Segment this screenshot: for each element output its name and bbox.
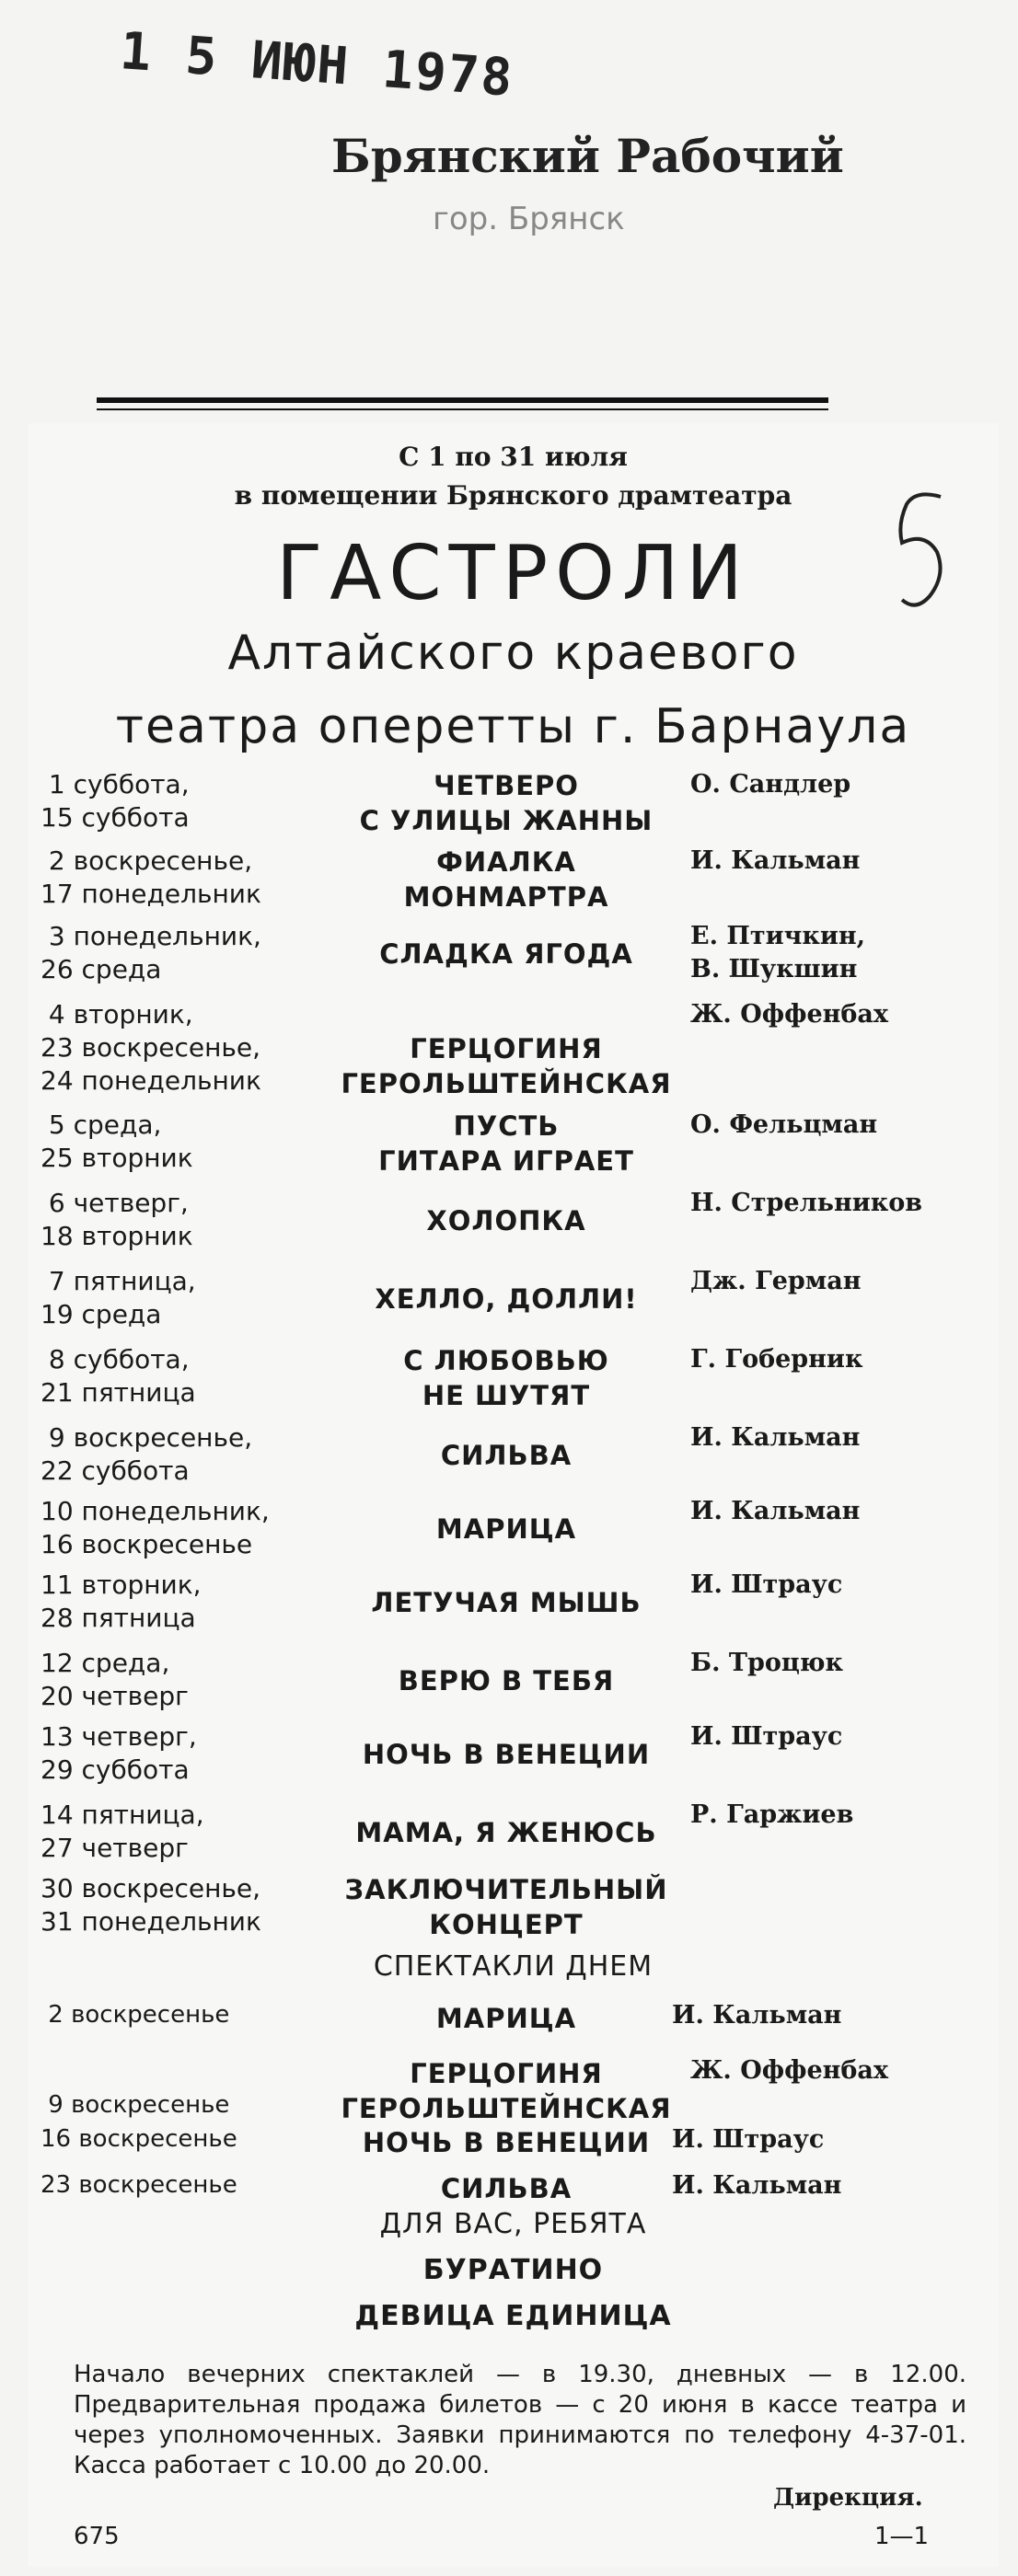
headline-subtitle-1: Алтайского краевого	[227, 626, 799, 681]
schedule-row	[28, 1343, 999, 1417]
schedule-row	[28, 1569, 999, 1642]
composer-name: Е. Птичкин, В. Шукшин	[690, 922, 866, 983]
schedule-row	[28, 1720, 999, 1794]
city-stamp: гор. Брянск	[433, 201, 625, 237]
top-rule	[97, 397, 828, 403]
matinee-composer: Ж. Оффенбах	[690, 2056, 888, 2085]
matinee-heading: СПЕКТАКЛИ ДНЕМ	[373, 1950, 654, 1983]
matinee-title: ГЕРЦОГИНЯ ГЕРОЛЬШТЕЙНСКАЯ	[341, 2058, 672, 2124]
tour-dates: С 1 по 31 июля	[399, 442, 628, 472]
kids-show-2: ДЕВИЦА ЕДИНИЦА	[354, 2300, 672, 2332]
matinee-title: МАРИЦА	[435, 2003, 577, 2034]
schedule-days: 12 среда, 20 четверг	[40, 1648, 189, 1711]
footer-notice: Начало вечерних спектаклей — в 19.30, дневных — в 12.00. Предварительная продажа билетов — с 20 июня в кассе театра и через уполномоченных. Заявки принимаются по телефону 4-37-01. Касса работает с 10.00 до 20.00.	[74, 2361, 966, 2479]
show-title: ЛЕТУЧАЯ МЫШЬ	[371, 1587, 642, 1618]
handwritten-mark	[874, 488, 957, 626]
schedule-days: 3 понедельник, 26 среда	[40, 921, 261, 984]
composer-name: И. Кальман	[690, 1497, 861, 1525]
show-title: МАМА, Я ЖЕНЮСЬ	[355, 1817, 657, 1848]
matinee-composer: И. Кальман	[672, 2001, 842, 2030]
tour-venue: в помещении Брянского драмтеатра	[234, 480, 792, 511]
schedule-days: 6 четверг, 18 вторник	[40, 1188, 193, 1251]
composer-name: Б. Троцюк	[690, 1649, 843, 1677]
matinee-composer: И. Штраус	[672, 2125, 825, 2154]
kids-heading: ДЛЯ ВАС, РЕБЯТА	[379, 2208, 647, 2240]
kids-show-1: БУРАТИНО	[422, 2254, 604, 2286]
show-title: МАРИЦА	[435, 1513, 577, 1545]
composer-name: Н. Стрельников	[690, 1189, 923, 1217]
composer-name: Р. Гаржиев	[690, 1800, 854, 1829]
ref-number-left: 675	[74, 2523, 120, 2550]
show-title: ХОЛОПКА	[426, 1205, 586, 1236]
composer-name: И. Кальман	[690, 1423, 861, 1452]
schedule-row	[28, 1495, 999, 1569]
show-title: НОЧЬ В ВЕНЕЦИИ	[362, 1739, 651, 1770]
schedule-days: 8 суббота, 21 пятница	[40, 1344, 196, 1408]
composer-name: И. Кальман	[690, 846, 861, 875]
schedule-row	[28, 1872, 999, 1946]
schedule-row	[28, 768, 999, 842]
show-title: СЛАДКА ЯГОДА	[379, 938, 633, 970]
show-title: ПУСТЬ ГИТАРА ИГРАЕТ	[378, 1110, 634, 1177]
composer-name: О. Сандлер	[690, 770, 851, 799]
show-title: ЧЕТВЕРО С УЛИЦЫ ЖАННЫ	[359, 770, 654, 836]
show-title: ЗАКЛЮЧИТЕЛЬНЫЙ КОНЦЕРТ	[344, 1874, 668, 1940]
schedule-row	[28, 1265, 999, 1339]
matinee-title: СИЛЬВА	[440, 2173, 573, 2204]
composer-name: Дж. Герман	[690, 1267, 862, 1295]
top-rule-thin	[97, 408, 828, 410]
signature: Дирекция.	[773, 2484, 923, 2512]
schedule-row	[28, 1421, 999, 1495]
composer-name: И. Штраус	[690, 1722, 843, 1751]
schedule-days: 13 четверг, 29 суббота	[40, 1721, 197, 1785]
schedule-days: 10 понедельник, 16 воскресенье	[40, 1496, 270, 1559]
schedule-days: 14 пятница, 27 четверг	[40, 1800, 204, 1863]
show-title: ФИАЛКА МОНМАРТРА	[403, 846, 609, 913]
matinee-title: НОЧЬ В ВЕНЕЦИИ	[362, 2127, 651, 2158]
composer-name: Г. Гоберник	[690, 1345, 863, 1374]
composer-name: О. Фельцман	[690, 1110, 878, 1139]
schedule-days: 4 вторник, 23 воскресенье, 24 понедельник	[40, 999, 261, 1096]
schedule-row	[28, 998, 999, 1104]
schedule-days: 2 воскресенье, 17 понедельник	[40, 845, 261, 909]
schedule-row	[28, 1799, 999, 1872]
schedule-days: 11 вторник, 28 пятница	[40, 1570, 202, 1633]
show-title: ВЕРЮ В ТЕБЯ	[398, 1665, 615, 1696]
matinee-day: 9 воскресенье	[40, 2091, 230, 2119]
show-title: С ЛЮБОВЬЮ НЕ ШУТЯТ	[403, 1345, 609, 1411]
schedule-row	[28, 1647, 999, 1720]
matinee-day: 23 воскресенье	[40, 2171, 237, 2199]
schedule-row	[28, 845, 999, 918]
show-title: ГЕРЦОГИНЯ ГЕРОЛЬШТЕЙНСКАЯ	[341, 1033, 672, 1099]
composer-name: Ж. Оффенбах	[690, 1000, 888, 1029]
ref-number-right: 1—1	[874, 2523, 930, 2550]
schedule-row	[28, 1109, 999, 1182]
newspaper-name-stamp: Брянский Рабочий	[331, 129, 844, 183]
schedule-days: 1 суббота, 15 суббота	[40, 769, 190, 833]
schedule-days: 7 пятница, 19 среда	[40, 1266, 196, 1329]
schedule-days: 5 среда, 25 вторник	[40, 1110, 193, 1173]
show-title: СИЛЬВА	[440, 1440, 573, 1471]
matinee-day: 2 воскресенье	[40, 2001, 230, 2029]
archive-date-stamp: 1 5 ИЮН 1978	[118, 21, 516, 109]
matinee-day: 16 воскресенье	[40, 2125, 237, 2153]
schedule-row	[28, 1187, 999, 1260]
show-title: ХЕЛЛО, ДОЛЛИ!	[375, 1283, 638, 1315]
schedule-days: 30 воскресенье, 31 понедельник	[40, 1873, 261, 1937]
headline-title: ГАСТРОЛИ	[276, 530, 750, 617]
announcement-clipping	[28, 423, 999, 2567]
schedule-row	[28, 920, 999, 994]
matinee-row	[28, 2056, 999, 2130]
composer-name: И. Штраус	[690, 1570, 843, 1599]
matinee-composer: И. Кальман	[672, 2171, 842, 2200]
headline-subtitle-2: театра оперетты г. Барнаула	[115, 699, 911, 754]
schedule-days: 9 воскресенье, 22 суббота	[40, 1422, 253, 1486]
